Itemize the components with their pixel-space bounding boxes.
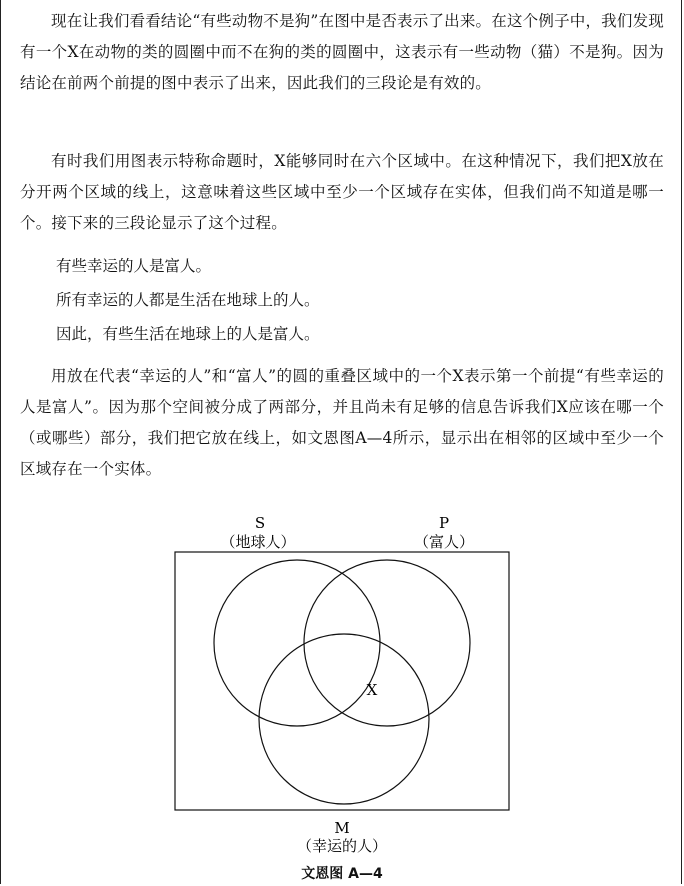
label-s-letter: S <box>254 514 266 532</box>
syllogism-conclusion: 因此，有些生活在地球上的人是富人。 <box>56 325 320 343</box>
x-mark: X <box>366 681 378 699</box>
circle-p-rich-people <box>304 560 470 726</box>
syllogism-premise-1: 有些幸运的人是富人。 <box>56 257 212 275</box>
circle-s-earth-people <box>214 560 380 726</box>
syllogism-premise-2: 所有幸运的人都是生活在地球上的人。 <box>56 291 320 309</box>
label-m-letter: M <box>334 819 350 837</box>
label-s-name: （地球人） <box>220 533 296 551</box>
label-p-name: （富人） <box>413 533 475 551</box>
label-m-name: （幸运的人） <box>296 837 388 855</box>
label-p-letter: P <box>438 514 450 532</box>
figure-caption: 文恩图 A—4 <box>301 866 383 882</box>
paragraph-conclusion-check: 现在让我们看看结论“有些动物不是狗”在图中是否表示了出来。在这个例子中，我们发现有一个X在动物的类的圆圈中而不在狗的类的圆圈中，这表示有一些动物（猫）不是狗。因为结论在前两个前提的图中表示了出来，因此我们的三段论是有效的。 <box>20 12 664 92</box>
paragraph-particular-propositions: 有时我们用图表示特称命题时，X能够同时在六个区域中。在这种情况下，我们把X放在分开两个区域的线上，这意味着这些区域中至少一个区域存在实体，但我们尚不知道是哪一个。接下来的三段论显示了这个过程。 <box>20 152 664 232</box>
circle-m-lucky-people <box>259 634 429 804</box>
universe-rectangle <box>175 552 509 810</box>
paragraph-diagram-explanation: 用放在代表“幸运的人”和“富人”的圆的重叠区域中的一个X表示第一个前提“有些幸运的人是富人”。因为那个空间被分成了两部分，并且尚未有足够的信息告诉我们X应该在哪一个（或哪些）部分，我们把它放在线上，如文恩图A—4所示，显示出在相邻的区域中至少一个区域存在一个实体。 <box>20 367 664 478</box>
